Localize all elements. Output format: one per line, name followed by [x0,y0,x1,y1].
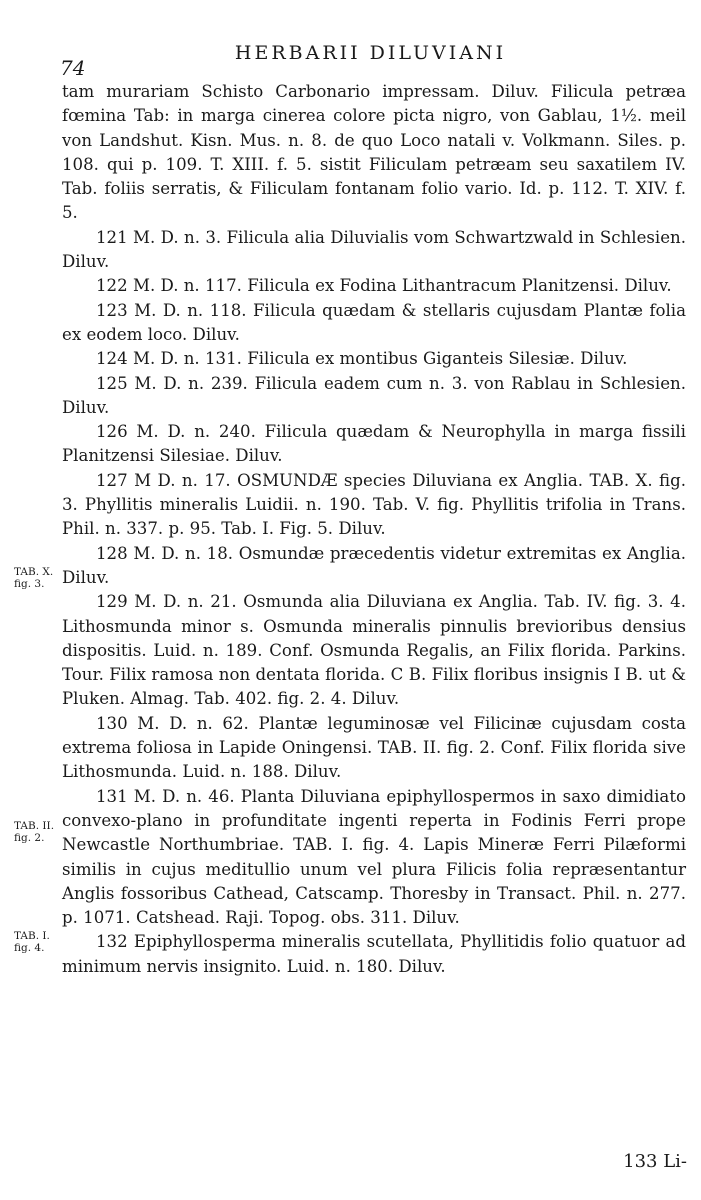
entry-131: 131 M. D. n. 46. Planta Diluviana epiphyllospermos in saxo dimidiato convexo-plano in profunditate ingenti reperta in Fodinis Ferri prope Newcastle Northumbriae. TAB. I. fig. 4. Lapis Mineræ Ferri Pilæformi similis in cujus meditullio unum vel plura Filicis folia repræsentantur Anglis fossoribus Cathead, Catscamp. Thoresby in Transact. Phil. n. 277. p. 1071. Catshead. Raji. Topog. obs. 311. Diluv. [62,786,686,928]
entry-128: 128 M. D. n. 18. Osmundæ præcedentis videtur extremitas ex Anglia. Diluv. [62,543,686,587]
entry-121: 121 M. D. n. 3. Filicula alia Diluvialis vom Schwartzwald in Schlesien. Diluv. [62,227,686,272]
entry-127: 127 M D. n. 17. OSMUNDÆ species Diluviana ex Anglia. TAB. X. fig. 3. Phyllitis mineralis Luidii. n. 190. Tab. V. fig. Phyllitis trifolia in Trans. Phil. n. 337. p. 95. Tab. I. Fig. 5. Diluv. [62,470,686,539]
entry-130: 130 M. D. n. 62. Plantæ leguminosæ vel Filicinæ cujusdam costa extrema foliosa in Lapide Oningensi. TAB. II. fig. 2. Conf. Filix florida sive Lithosmunda. Luid. n. 188. Diluv. [62,713,686,782]
entry-132: 132 Epiphyllosperma mineralis scutellata, Phyllitidis folio quatuor ad minimum nervis insignito. Luid. n. 180. Diluv. [62,932,686,976]
entry-125: 125 M. D. n. 239. Filicula eadem cum n. 3. von Rablau in Schlesien. Diluv. [62,373,686,417]
entry-123: 123 M. D. n. 118. Filicula quædam & stellaris cujusdam Plantæ folia ex eodem loco. Diluv. [62,300,686,344]
entry-126: 126 M. D. n. 240. Filicula quædam & Neurophylla in marga fissili Planitzensi Silesiae. Diluv. [62,422,686,466]
entry-124: 124 M. D. n. 131. Filicula ex montibus Giganteis Silesiæ. Diluv. [96,349,628,369]
margin-note-tab-ii: TAB. II. fig. 2. [14,820,55,844]
running-head: HERBARII DILUVIANI [234,42,507,64]
body-text [62,80,686,979]
margin-note-tab-x: TAB. X. fig. 3. [14,566,54,590]
entry-122: 122 M. D. n. 117. Filicula ex Fodina Lithantracum Planitzensi. Diluv. [96,276,672,296]
page-number: 74 [60,56,86,80]
margin-note-tab-i: TAB. I. fig. 4. [14,930,50,954]
catchword: 133 Li- [623,1151,687,1172]
paragraph-continuation: tam murariam Schisto Carbonario impressam. Diluv. Filicula petræa fœmina Tab: in marga cinerea colore picta nigro, von Gablau, 1½. meil von Landshut. Kisn. Mus. n. 8. de quo Loco natali v. Volkmann. Siles. p. 108. qui p. 109. T. XIII. f. 5. sistit Filiculam petræam seu saxatilem IV. Tab. foliis serratis, & Filiculam fontanam folio vario. Id. p. 112. T. XIV. f. 5. [62,82,686,223]
entry-129: 129 M. D. n. 21. Osmunda alia Diluviana ex Anglia. Tab. IV. fig. 3. 4. Lithosmunda minor s. Osmunda mineralis pinnulis brevioribus densius dispositis. Luid. n. 189. Conf. Osmunda Regalis, an Filix florida. Parkins. Tour. Filix ramosa non dentata florida. C B. Filix floribus insignis I B. ut & Pluken. Almag. Tab. 402. fig. 2. 4. Diluv. [62,592,686,709]
